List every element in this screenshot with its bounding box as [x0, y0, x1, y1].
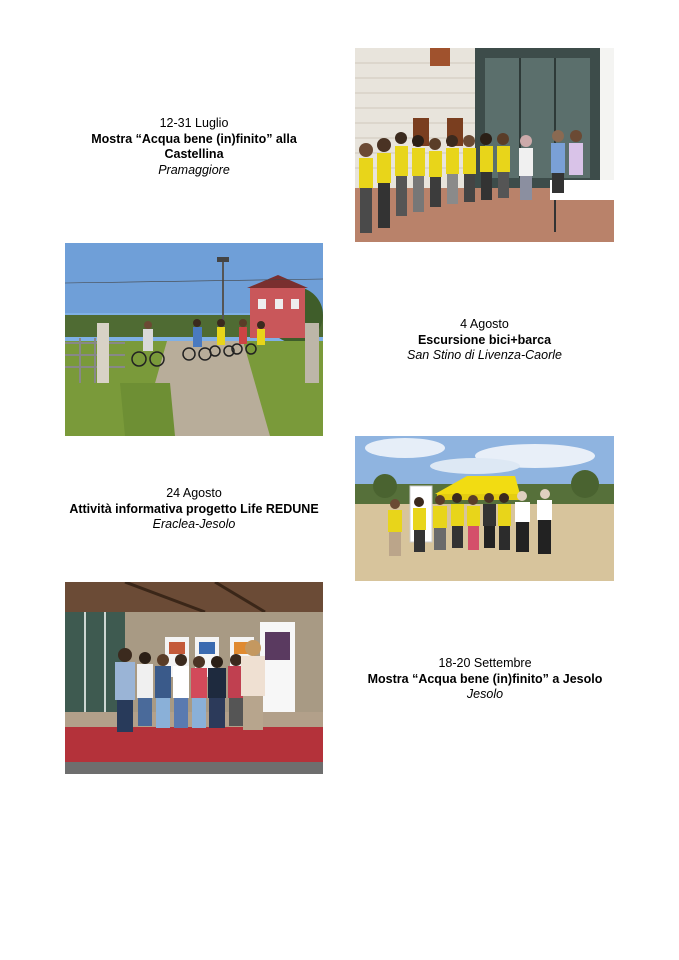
photo-bike-excursion	[65, 243, 323, 436]
event-1-caption	[70, 116, 318, 178]
event-3-date: 24 Agosto	[166, 486, 222, 500]
event-2-place: San Stino di Livenza-Caorle	[407, 348, 562, 362]
event-2-date: 4 Agosto	[460, 317, 509, 331]
photo-redune-dunes	[355, 436, 614, 581]
event-4-place: Jesolo	[466, 687, 504, 701]
event-2-title: Escursione bici+barca	[417, 332, 552, 347]
event-1-title-cont: Castellina	[164, 147, 224, 161]
event-4-caption	[340, 656, 630, 703]
event-1-place: Pramaggiore	[158, 162, 230, 177]
event-1-title: Mostra “Acqua bene (in)finito” alla	[91, 131, 297, 146]
event-3-place: Eraclea-Jesolo	[152, 517, 236, 531]
event-2-caption	[355, 317, 614, 364]
event-3-caption	[45, 486, 343, 533]
event-4-date: 18-20 Settembre	[438, 656, 532, 670]
event-4-title: Mostra “Acqua bene (in)finito” a Jesolo	[367, 671, 603, 686]
event-1-date: 12-31 Luglio	[159, 116, 229, 130]
photo-jesolo-exhibition	[65, 582, 323, 774]
photo-castellina-group	[355, 48, 614, 242]
event-3-title: Attività informativa progetto Life REDUNE	[69, 501, 319, 516]
